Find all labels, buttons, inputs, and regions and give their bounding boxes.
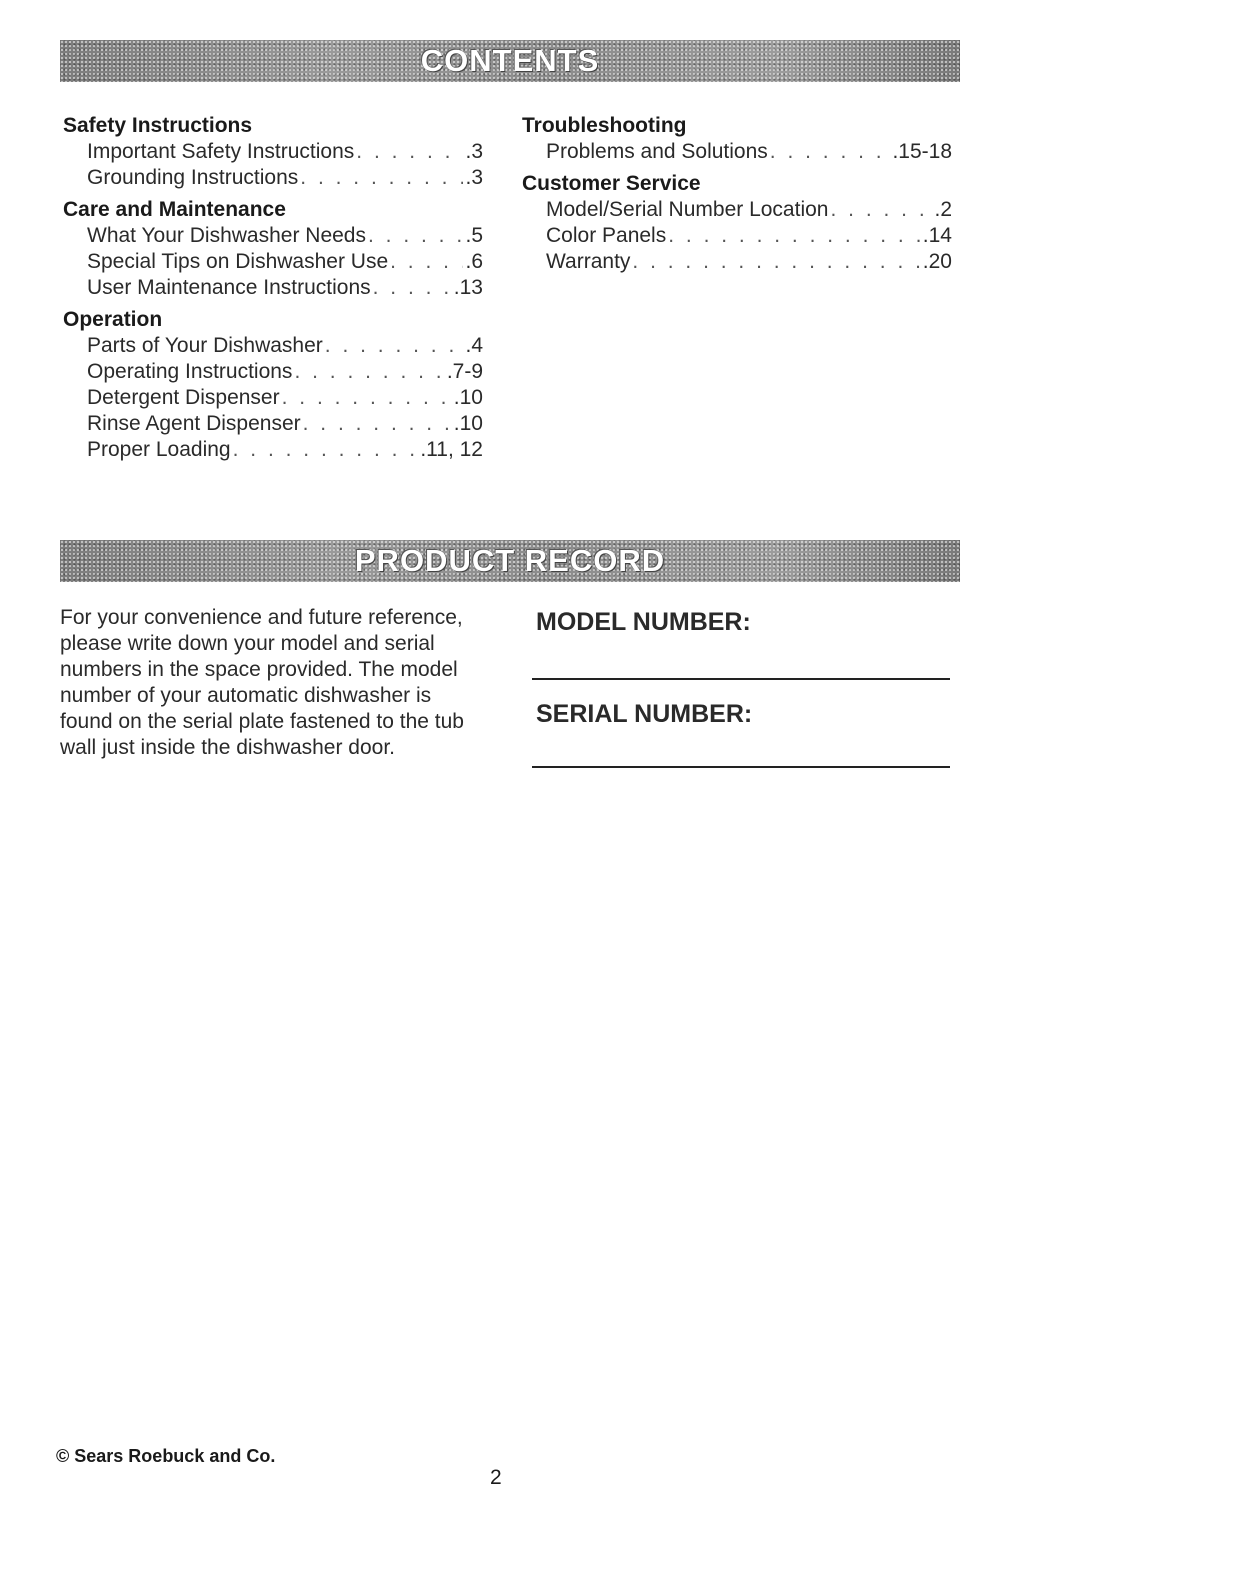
product-record-description: For your convenience and future reference, please write down your model and serial numbers in the space provided. The model number of your automatic dishwasher is found on the serial plate fastened to the tub wall just inside the dishwasher door. xyxy=(60,606,464,759)
toc-entry-page: .15-18 xyxy=(892,140,952,163)
copyright-notice: © Sears Roebuck and Co. xyxy=(56,1446,276,1466)
dot-leader xyxy=(300,165,463,191)
dot-leader xyxy=(632,249,920,275)
toc-section xyxy=(522,113,952,165)
toc-entry-page: .5 xyxy=(465,224,483,247)
dot-leader xyxy=(282,385,452,411)
dot-leader xyxy=(368,223,464,249)
toc-entry-label: Operating Instructions xyxy=(87,360,293,383)
serial-number-label: SERIAL NUMBER: xyxy=(536,700,753,728)
toc-entry xyxy=(63,249,483,275)
toc-section-heading: Operation xyxy=(63,308,163,331)
toc-entry xyxy=(63,411,483,437)
toc-entry-page: .13 xyxy=(453,276,483,299)
dot-leader xyxy=(668,223,921,249)
toc-entry xyxy=(63,437,483,463)
toc-entry-label: Warranty xyxy=(546,250,631,273)
page-number: 2 xyxy=(490,1466,502,1489)
toc-section-heading: Troubleshooting xyxy=(522,114,687,137)
toc-entry xyxy=(63,359,483,385)
toc-section xyxy=(63,307,483,463)
toc-entry-label: Rinse Agent Dispenser xyxy=(87,412,301,435)
toc-entry-label: Color Panels xyxy=(546,224,667,247)
toc-section xyxy=(63,197,483,301)
toc-section xyxy=(63,113,483,191)
toc-entry-label: Model/Serial Number Location xyxy=(546,198,829,221)
toc-entry xyxy=(522,139,952,165)
toc-entry-page: .7-9 xyxy=(446,360,483,383)
serial-number-line xyxy=(532,766,950,768)
dot-leader xyxy=(373,275,452,301)
toc-entry xyxy=(63,223,483,249)
toc-entry xyxy=(522,197,952,223)
toc-entry-page: .10 xyxy=(453,386,483,409)
toc-entry xyxy=(522,223,952,249)
toc-entry-page: .11, 12 xyxy=(420,438,483,461)
dot-leader xyxy=(770,139,891,165)
product-record-banner xyxy=(60,540,960,582)
model-number-line xyxy=(532,678,950,680)
toc-section-heading: Safety Instructions xyxy=(63,114,253,137)
dot-leader xyxy=(390,249,463,275)
toc-entry-label: Parts of Your Dishwasher xyxy=(87,334,323,357)
toc-entry-page: .3 xyxy=(465,140,483,163)
model-number-label: MODEL NUMBER: xyxy=(536,608,751,636)
toc-entry-label: Proper Loading xyxy=(87,438,231,461)
toc-entry-label: Important Safety Instructions xyxy=(87,140,355,163)
toc-entry xyxy=(522,249,952,275)
toc-entry-page: .10 xyxy=(453,412,483,435)
toc-section-heading: Customer Service xyxy=(522,172,701,195)
toc-entry-label: User Maintenance Instructions xyxy=(87,276,371,299)
toc-entry-page: .3 xyxy=(465,166,483,189)
contents-banner xyxy=(60,40,960,82)
toc-entry-page: .6 xyxy=(465,250,483,273)
toc-entry-page: .14 xyxy=(922,224,952,247)
contents-left-column xyxy=(63,113,483,469)
toc-entry-label: Problems and Solutions xyxy=(546,140,768,163)
toc-entry-page: .20 xyxy=(922,250,952,273)
contents-right-column xyxy=(522,113,952,281)
toc-entry xyxy=(63,165,483,191)
product-record-title: PRODUCT RECORD xyxy=(354,543,666,578)
toc-entry-label: Grounding Instructions xyxy=(87,166,299,189)
toc-entry xyxy=(63,333,483,359)
contents-title: CONTENTS xyxy=(420,43,600,78)
toc-entry xyxy=(63,275,483,301)
dot-leader xyxy=(303,411,452,437)
toc-entry-label: Special Tips on Dishwasher Use xyxy=(87,250,389,273)
toc-entry-label: What Your Dishwasher Needs xyxy=(87,224,366,247)
dot-leader xyxy=(294,359,444,385)
toc-entry-page: .4 xyxy=(465,334,483,357)
toc-entry-page: .2 xyxy=(934,198,952,221)
dot-leader xyxy=(830,197,932,223)
dot-leader xyxy=(356,139,463,165)
dot-leader xyxy=(233,437,419,463)
toc-entry-label: Detergent Dispenser xyxy=(87,386,280,409)
toc-entry xyxy=(63,385,483,411)
toc-section xyxy=(522,171,952,275)
toc-entry xyxy=(63,139,483,165)
dot-leader xyxy=(325,333,464,359)
toc-section-heading: Care and Maintenance xyxy=(63,198,286,221)
